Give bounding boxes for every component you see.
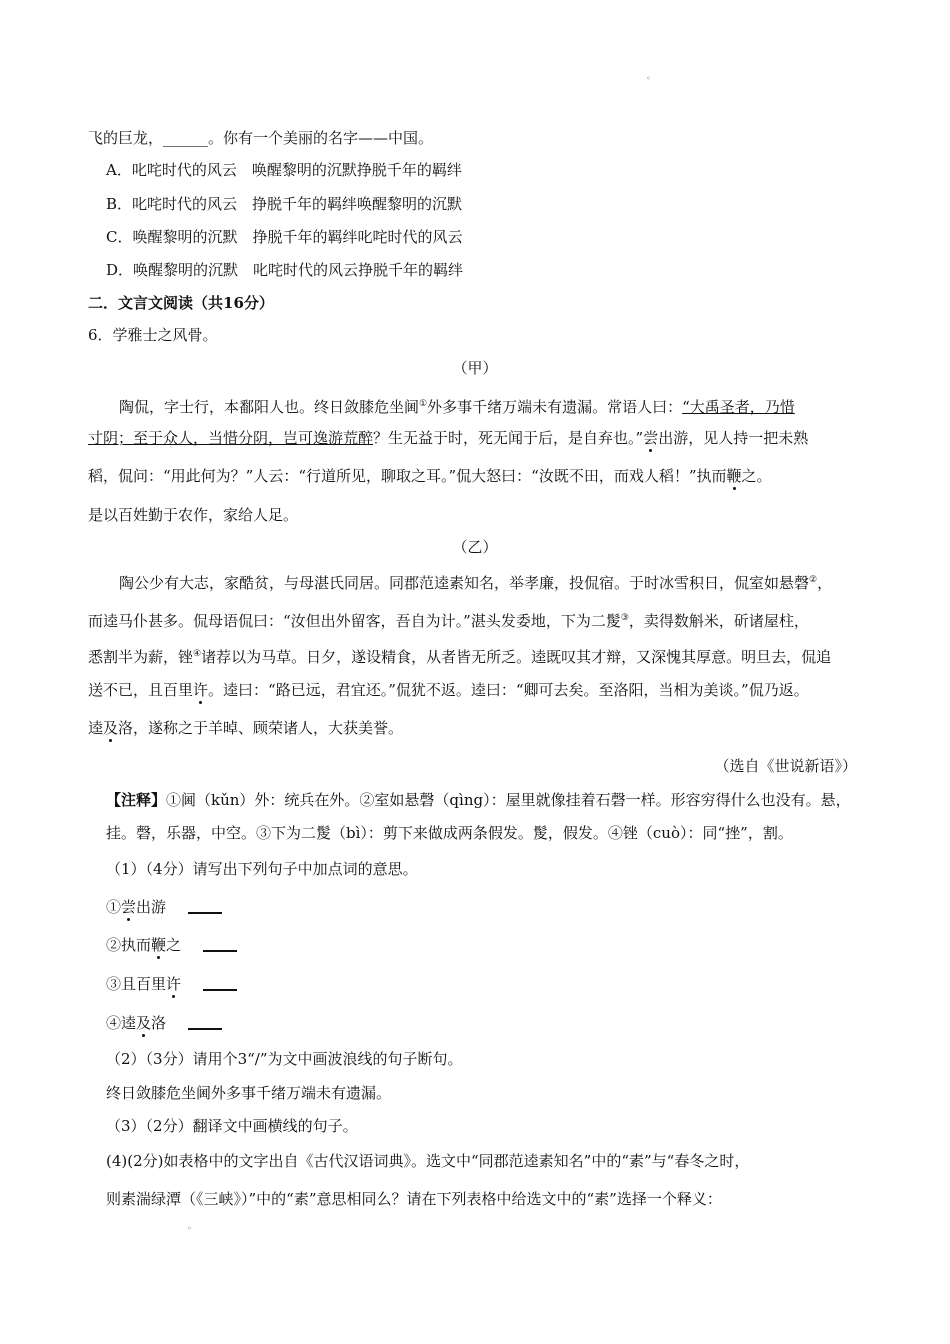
answer-blank[interactable] [203,989,237,991]
passage-jia-heading: （甲） [452,359,498,377]
subquestion-1-item-4: ④逵及洛 [106,1013,222,1033]
subquestion-2-sentence: 终日敛膝危坐阃外多事千绪万端未有遗漏。 [106,1084,392,1102]
dotted-word-chang: 尝 [643,429,659,447]
annotation-label: 【注释】 [106,791,167,809]
subquestion-4-line-2: 则素湍绿潭（《三峡》）”中的“素”意思相同么？请在下列表格中给选文中的“素”选择一个释义： [106,1190,722,1208]
q5-option-b: B．叱咤时代的风云 挣脱千年的羁绊唤醒黎明的沉默 [106,195,463,213]
subquestion-1-item-3: ③且百里许 [106,974,237,994]
annotation-line-2: 挂。磬，乐器，中空。③下为二髲（bì）：剪下来做成两条假发。髲，假发。④锉（cuò）：同“挫”，割。 [106,824,793,842]
dotted-word-bian: 鞭 [726,467,742,485]
passage-jia-line-1: 陶侃，字士行，本鄱阳人也。终日敛膝危坐阃①外多事千绪万端未有遗漏。常语人曰：“大禹圣者，乃惜 [119,398,795,416]
passage-source: （选自《世说新语》） [714,757,857,775]
subquestion-1-prompt: （1）（4分）请写出下列句子中加点词的意思。 [106,860,418,878]
underlined-sentence-cont: 寸阴；至于众人，当惜分阴，岂可逸游荒醉 [88,429,374,447]
page-mark-top: ◦ [646,74,651,83]
passage-jia-line-4: 是以百姓勤于农作，家给人足。 [88,506,299,524]
answer-blank[interactable] [203,950,237,952]
passage-jia-line-3: 稻，侃问：“用此何为？”人云：“行道所见，聊取之耳。”侃大怒曰：“汝既不田，而戏人稻！”执而鞭之。 [88,467,772,485]
subquestion-1-item-2: ②执而鞭之 [106,935,237,955]
underlined-sentence: “大禹圣者，乃惜 [682,398,795,416]
annotation-line-1: 【注释】①阃（kǔn）外：统兵在外。②室如悬磬（qìng）：屋里就像挂着石磬一样。形容穷得什么也没有。悬， [106,791,851,809]
note-marker-1: ① [419,399,428,409]
subquestion-2-prompt: （2）（3分）请用个3“/”为文中画波浪线的句子断句。 [106,1050,463,1068]
q5-option-d: D．唤醒黎明的沉默 叱咤时代的风云挣脱千年的羁绊 [106,261,464,279]
question-6-title: 6．学雅士之风骨。 [88,326,218,344]
q5-option-c: C．唤醒黎明的沉默 挣脱千年的羁绊叱咤时代的风云 [106,228,463,246]
answer-blank[interactable] [188,1028,222,1030]
q5-option-a: A．叱咤时代的风云 唤醒黎明的沉默挣脱千年的羁绊 [106,161,462,179]
subquestion-4-line-1: (4)(2分)如表格中的文字出自《古代汉语词典》。选文中“同郡范逵素知名”中的“素”与“春冬之时， [106,1152,750,1170]
dotted-word-ji: 及 [103,719,119,737]
dotted-word-xu: 许 [193,681,209,699]
passage-yi-line-5: 逵及洛，遂称之于羊晫、顾荣诸人，大获美誉。 [88,719,404,737]
passage-jia-line-2: 寸阴；至于众人，当惜分阴，岂可逸游荒醉？生无益于时，死无闻于后，是自弃也。”尝出游，见人持一把未熟 [88,429,809,447]
page-mark-bottom: ◦ [187,1224,192,1233]
passage-yi-line-4: 送不已，且百里许。逵曰：“路已远，君宜还。”侃犹不返。逵曰：“卿可去矣。至洛阳，当相为美谈。”侃乃返。 [88,681,809,699]
section-title: 二．文言文阅读（共16分） [88,294,274,312]
note-marker-4: ④ [193,649,202,659]
subquestion-3-prompt: （3）（2分）翻译文中画横线的句子。 [106,1117,358,1135]
passage-yi-heading: （乙） [452,538,498,556]
answer-blank[interactable] [188,912,222,914]
subquestion-1-item-1: ①尝出游 [106,897,222,917]
passage-yi-line-1: 陶公少有大志，家酷贫，与母湛氏同居。同郡范逵素知名，举孝廉，投侃宿。于时冰雪积日，侃室如悬磬②， [119,574,833,592]
q5-stem: 飞的巨龙，______。你有一个美丽的名字——中国。 [88,129,434,147]
passage-yi-line-3: 悉割半为薪，锉④诸荐以为马草。日夕，遂设精食，从者皆无所乏。逵既叹其才辩，又深愧其厚意。明旦去，侃追 [88,648,832,666]
passage-yi-line-2: 而逵马仆甚多。侃母语侃曰：“汝但出外留客，吾自为计。”湛头发委地，下为二髲③，卖得数斛米，斫诸屋柱， [88,612,809,630]
note-marker-3: ③ [620,613,629,623]
note-marker-2: ② [809,575,818,585]
